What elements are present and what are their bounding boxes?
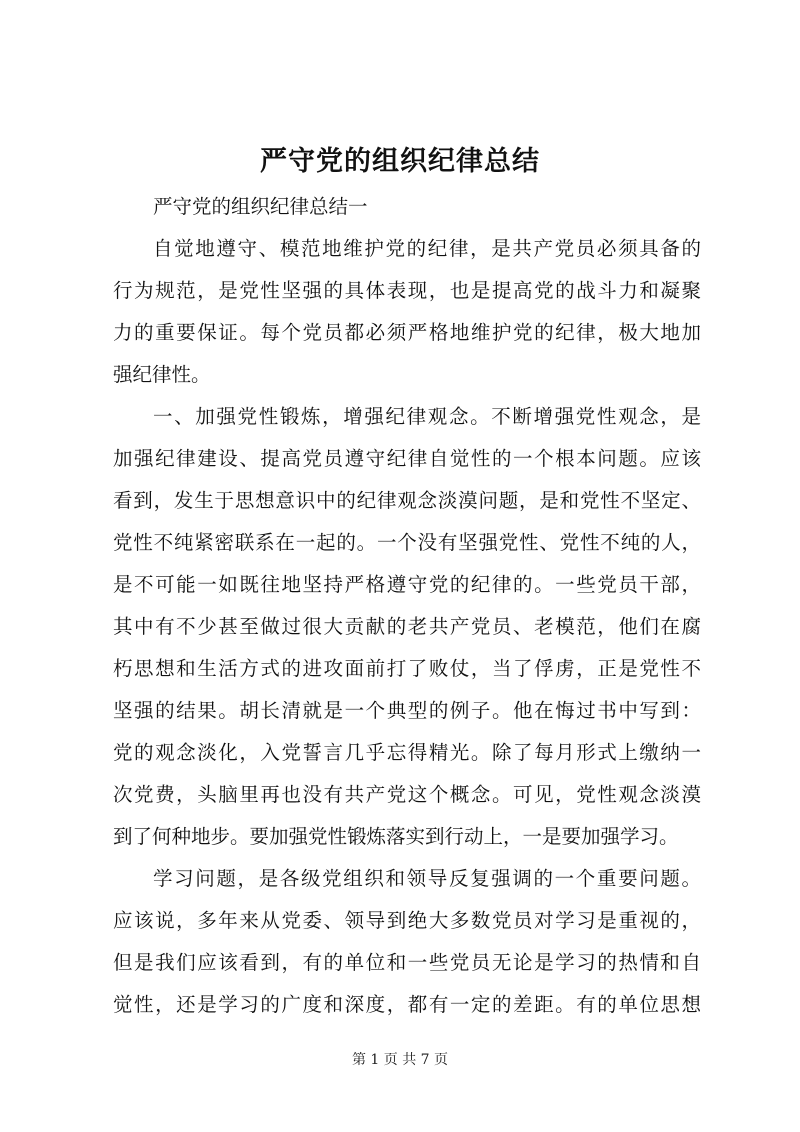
text-line: 是不可能一如既往地坚持严格遵守党的纪律的。一些党员干部， bbox=[113, 573, 701, 596]
text-line: 坚强的结果。胡长清就是一个典型的例子。他在悔过书中写到： bbox=[113, 699, 701, 722]
text-line: 强纪律性。 bbox=[113, 363, 211, 386]
text-line: 其中有不少甚至做过很大贡献的老共产党员、老模范，他们在腐 bbox=[113, 615, 701, 638]
text-line: 应该说，多年来从党委、领导到绝大多数党员对学习是重视的， bbox=[113, 909, 701, 932]
text-line: 次党费，头脑里再也没有共产党这个概念。可见，党性观念淡漠 bbox=[113, 783, 701, 806]
text-line: 学习问题，是各级党组织和领导反复强调的一个重要问题。 bbox=[153, 867, 701, 890]
text-line: 看到，发生于思想意识中的纪律观念淡漠问题，是和党性不坚定、 bbox=[113, 489, 701, 512]
paragraph-3 bbox=[113, 858, 701, 1026]
page-footer: 第 1 页 共 7 页 bbox=[351, 1052, 449, 1068]
text-line: 自觉地遵守、模范地维护党的纪律，是共产党员必须具备的 bbox=[153, 237, 701, 260]
text-line: 行为规范，是党性坚强的具体表现，也是提高党的战斗力和凝聚 bbox=[113, 279, 701, 302]
text-line: 加强纪律建设、提高党员遵守纪律自觉性的一个根本问题。应该 bbox=[113, 447, 701, 470]
text-line: 党性不纯紧密联系在一起的。一个没有坚强党性、党性不纯的人， bbox=[113, 531, 701, 554]
text-line: 到了何种地步。要加强党性锻炼落实到行动上，一是要加强学习。 bbox=[113, 825, 679, 848]
document-body bbox=[113, 186, 701, 1026]
text-line: 但是我们应该看到，有的单位和一些党员无论是学习的热情和自 bbox=[113, 951, 701, 974]
text-line: 一、加强党性锻炼，增强纪律观念。不断增强党性观念，是 bbox=[153, 405, 701, 428]
text-line: 觉性，还是学习的广度和深度，都有一定的差距。有的单位思想 bbox=[113, 993, 701, 1016]
section-subtitle: 严守党的组织纪律总结一 bbox=[153, 195, 368, 218]
paragraph-2 bbox=[113, 396, 701, 858]
text-line: 力的重要保证。每个党员都必须严格地维护党的纪律，极大地加 bbox=[113, 321, 701, 344]
page-title: 严守党的组织纪律总结 bbox=[260, 146, 540, 177]
paragraph-1 bbox=[113, 228, 701, 396]
text-line: 朽思想和生活方式的进攻面前打了败仗，当了俘虏，正是党性不 bbox=[113, 657, 701, 680]
text-line: 党的观念淡化，入党誓言几乎忘得精光。除了每月形式上缴纳一 bbox=[113, 741, 701, 764]
